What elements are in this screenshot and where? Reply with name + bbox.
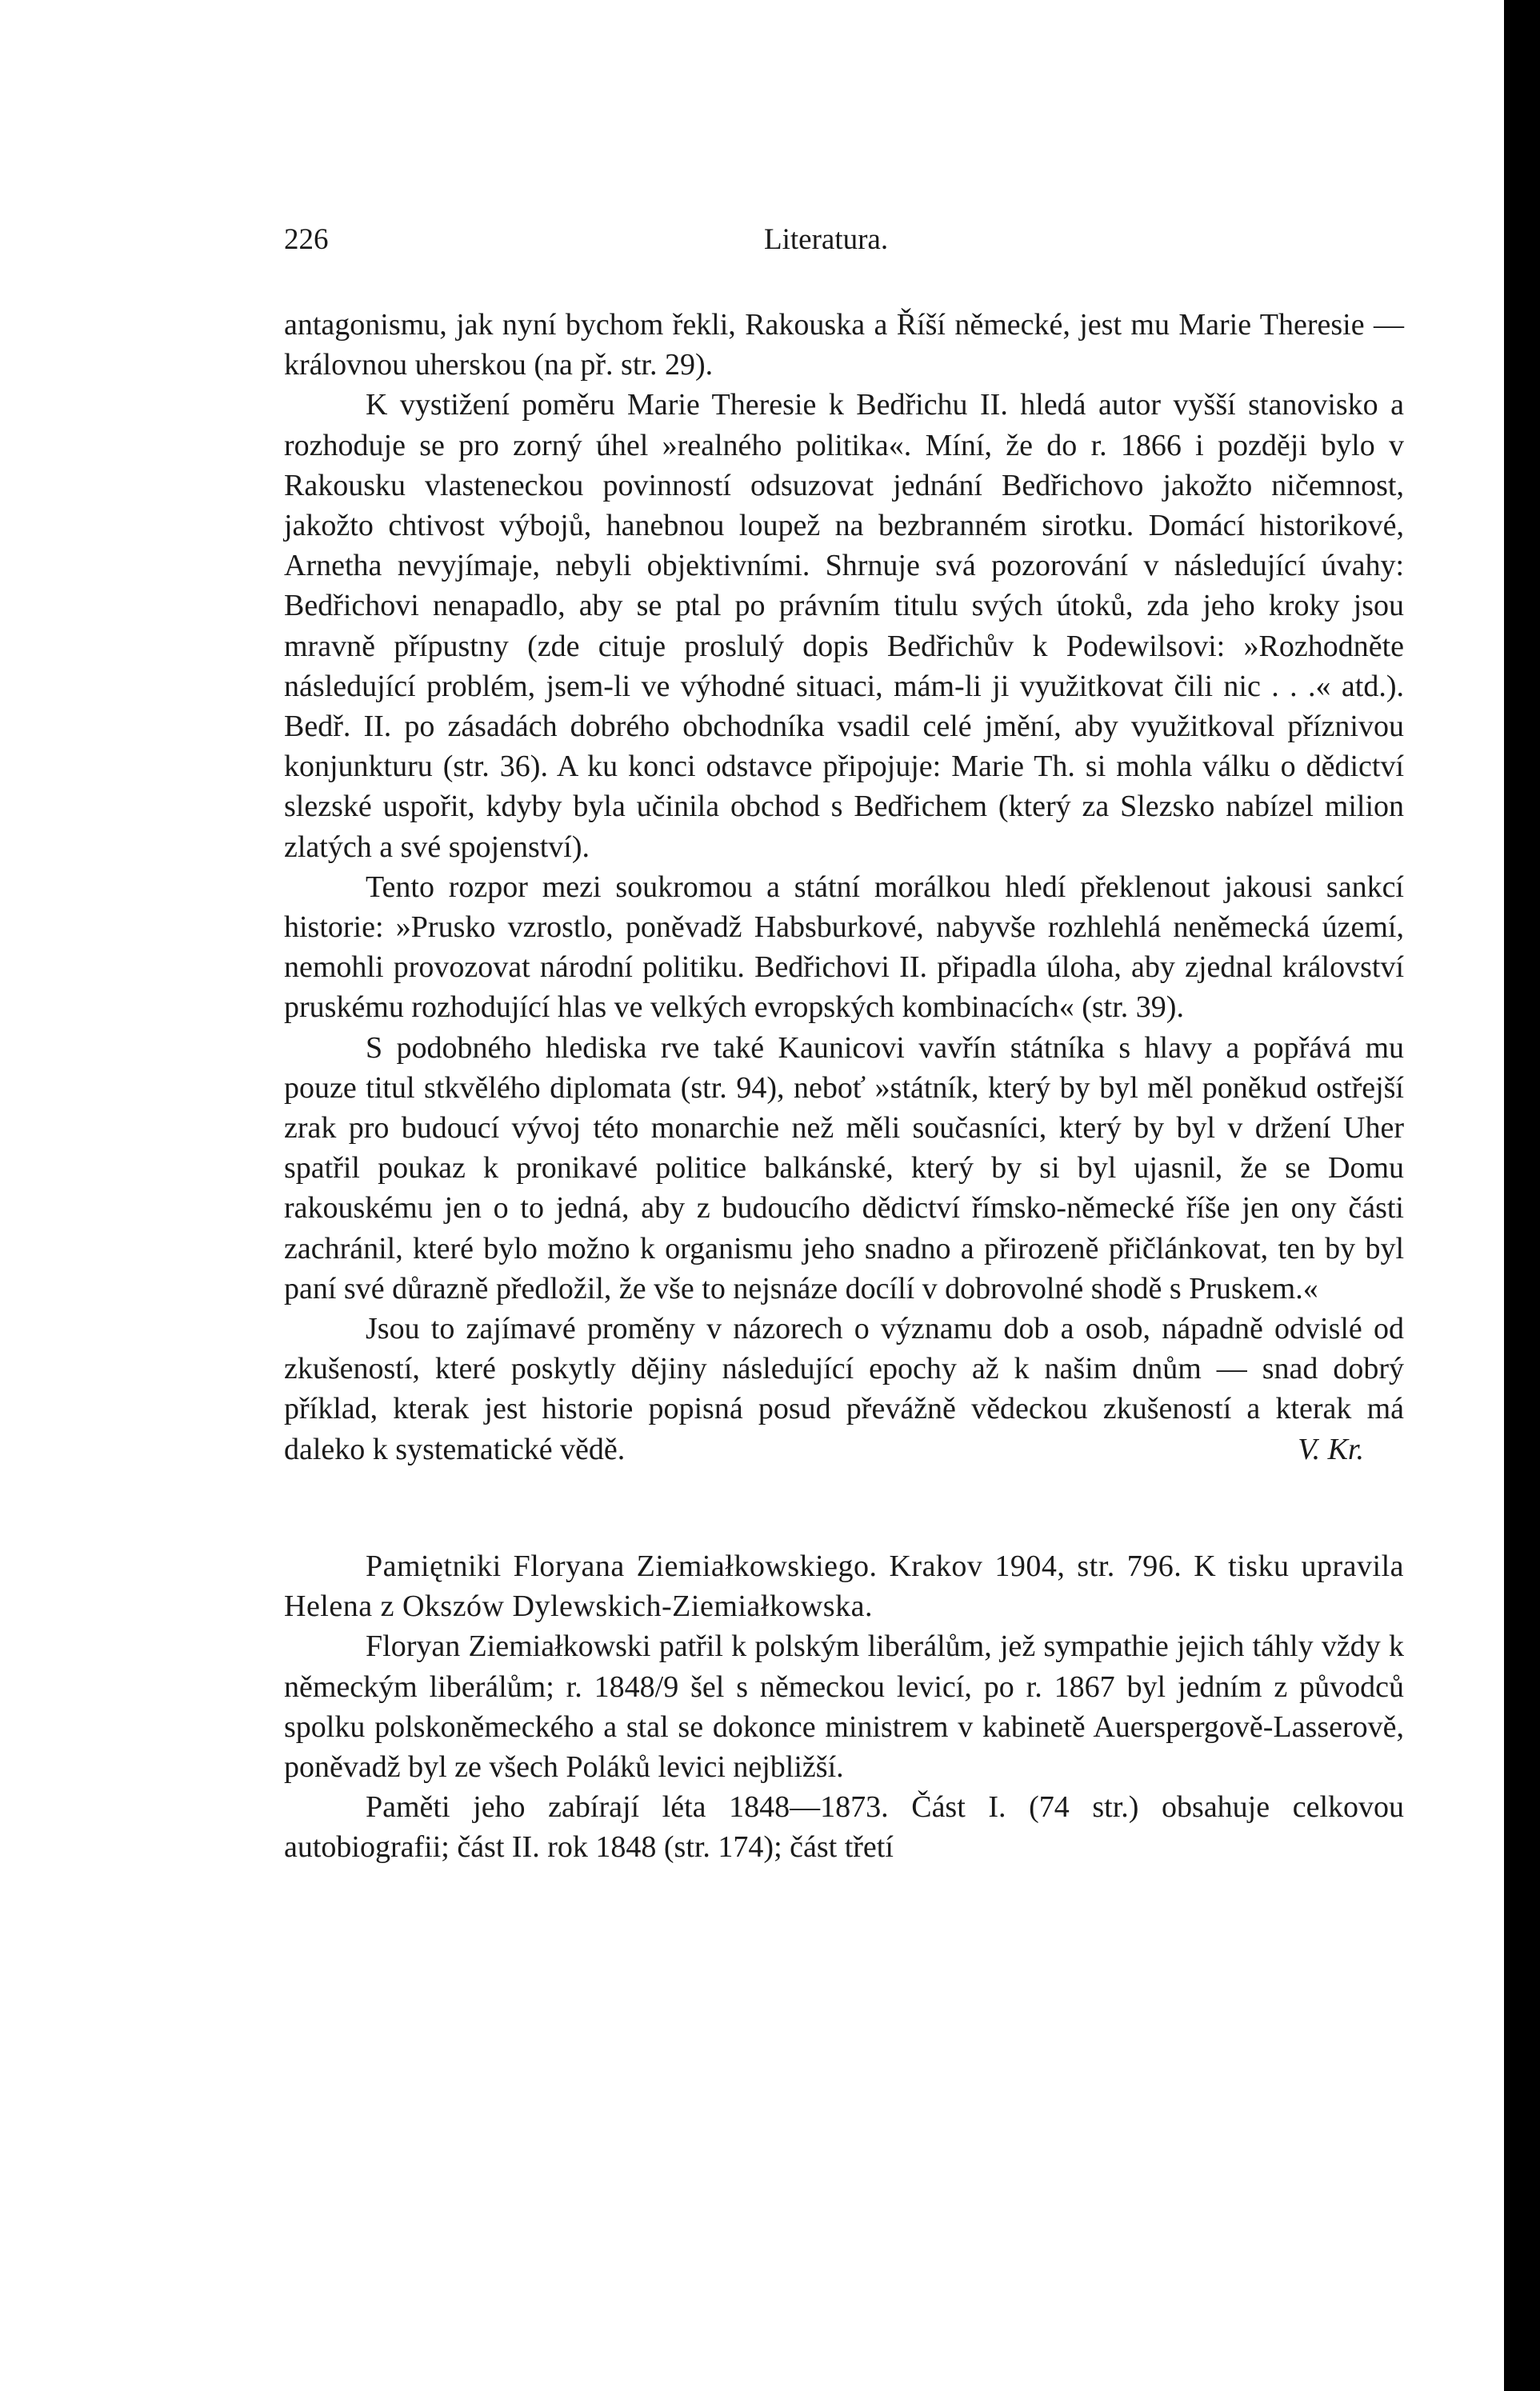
running-title: Literatura. — [764, 223, 889, 256]
review1-paragraph-5 — [284, 1309, 1404, 1469]
page-number: 226 — [284, 223, 329, 256]
page-body — [284, 305, 1404, 1868]
review1-paragraph-3: Tento rozpor mezi soukromou a státní morálkou hledí překlenout jakousi sankcí historie: »Prusko vzrostlo, poněvadž Habsburkové, nabyvše rozhlehlá neněmecká území, nemohli provozovat národní politiku. Bedřichovi II. připadla úloha, aby zjednal království pruskému rozhodující hlas ve velkých evropských kombinacích« (str. 39). — [284, 870, 1404, 1025]
review1-paragraph-4: S podobného hlediska rve také Kaunicovi vavřín státníka s hlavy a popřává mu pouze titul stkvělého diplomata (str. 94), neboť »státník, který by byl měl poněkud ostřejší zrak pro budoucí vývoj této monarchie než měli současníci, který by byl v držení Uher spatřil poukaz k pronikavé politice balkánské, který by si byl ujasnil, že se Domu rakouskému jen o to jedná, aby z budoucího dědictví římsko-německé říše jen ony části zachránil, které bylo možno k organismu jeho snadno a přirozeně přičlánkovat, ten by byl paní své důrazně předložil, že vše to nejsnáze docílí v dobrovolné shodě s Pruskem.« — [284, 1030, 1404, 1305]
review1-paragraph-5-text: Jsou to zajímavé proměny v názorech o významu dob a osob, nápadně odvislé od zkušeností, které poskytly dějiny následující epochy až k našim dnům — snad dobrý příklad, kterak jest historie popisná posud převážně vědeckou zkušeností a kterak má daleko k systematické vědě. — [284, 1312, 1404, 1466]
review1-paragraph-1: antagonismu, jak nyní bychom řekli, Rakouska a Říší německé, jest mu Marie Theresie — královnou uherskou (na př. str. 29). — [284, 308, 1404, 382]
review2-paragraph-2: Paměti jeho zabírají léta 1848—1873. Část I. (74 str.) obsahuje celkovou autobiografii; část II. rok 1848 (str. 174); část třetí — [284, 1790, 1404, 1865]
review-signature: V. Kr. — [1298, 1432, 1364, 1466]
section-gap — [284, 1469, 1404, 1546]
review1-paragraph-2: K vystižení poměru Marie Theresie k Bedřichu II. hledá autor vyšší stanovisko a rozhoduje se pro zorný úhel »realného politika«. Míní, že do r. 1866 i později bylo v Rakousku vlasteneckou povinností odsuzovat jednání Bedřichovo jakožto ničemnost, jakožto chtivost výbojů, hanebnou loupež na bezbranném sirotku. Domácí historikové, Arnetha nevyjímaje, nebyli objektivními. Shrnuje svá pozorování v následující úvahy: Bedřichovi nenapadlo, aby se ptal po právním titulu svých útoků, zda jeho kroky jsou mravně přípustny (zde cituje proslulý dopis Bedřichův k Podewilsovi: »Rozhodněte následující problém, jsem-li ve výhodné situaci, mám-li ji využitkovat čili nic . . .« atd.). Bedř. II. po zásadách dobrého obchodníka vsadil celé jmění, aby využitkoval příznivou konjunkturu (str. 36). A ku konci odstavce připojuje: Marie Th. si mohla válku o dědictví slezské uspořit, kdyby byla učinila obchod s Bedřichem (který za Slezsko nabízel milion zlatých a své spojenství). — [284, 388, 1404, 864]
page-header — [284, 222, 1404, 270]
review2-citation: Pamiętniki Floryana Ziemiałkowskiego. Krakov 1904, str. 796. K tisku upravila Helena z Okszów Dylewskich-Ziemiałkowska. — [284, 1549, 1404, 1624]
review2-paragraph-1: Floryan Ziemiałkowski patřil k polským liberálům, jež sympathie jejich táhly vždy k německým liberálům; r. 1848/9 šel s německou levicí, po r. 1867 byl jedním z původců spolku polskoněmeckého a stal se dokonce ministrem v kabinetě Auerspergově-Lasserově, poněvadž byl ze všech Poláků levici nejbližší. — [284, 1629, 1404, 1784]
